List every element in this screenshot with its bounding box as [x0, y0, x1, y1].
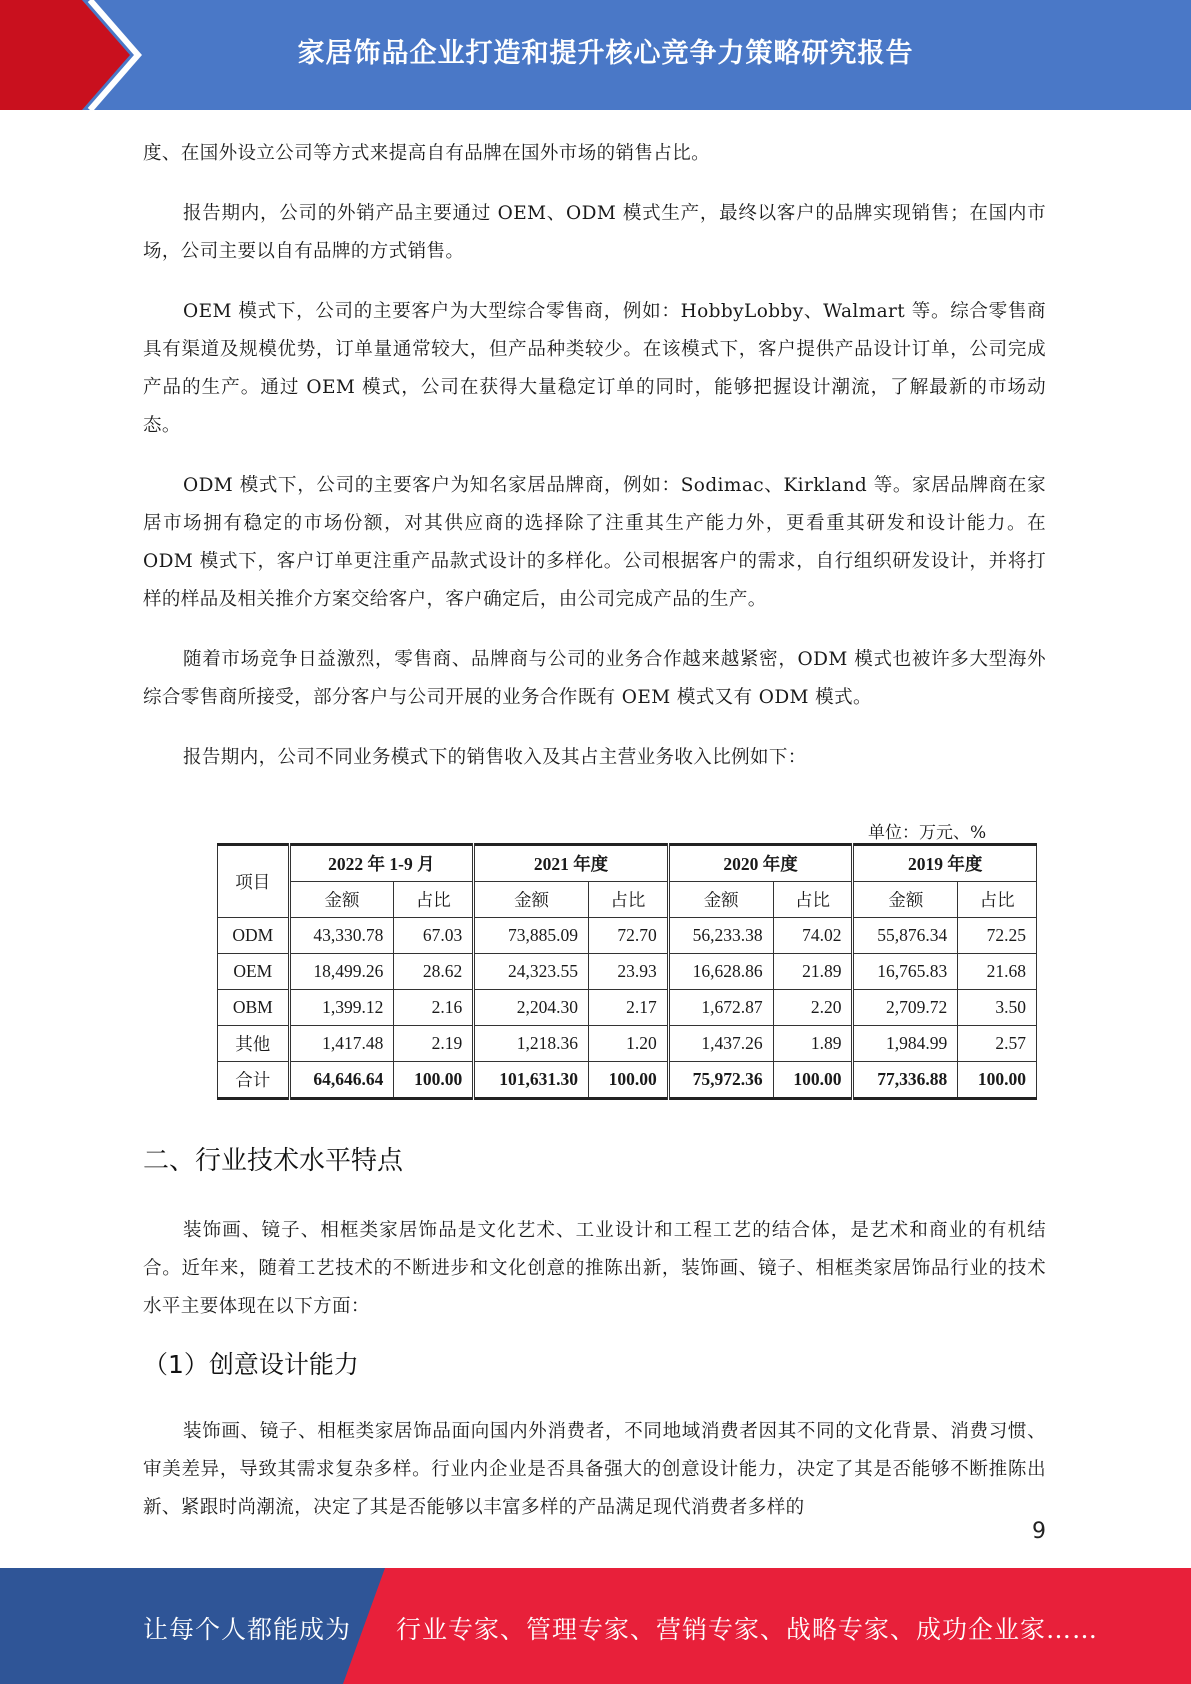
- amount-header: 金额: [289, 882, 394, 918]
- cell-amount: 73,885.09: [474, 918, 589, 954]
- cell-ratio: 72.25: [958, 918, 1037, 954]
- item-header: 项目: [218, 845, 290, 918]
- amount-header: 金额: [668, 882, 773, 918]
- body-text: [143, 135, 1046, 777]
- amount-header: 金额: [853, 882, 958, 918]
- cell-ratio: 2.57: [958, 1026, 1037, 1062]
- table-header-row: [218, 845, 1037, 882]
- period-header: 2021 年度: [474, 845, 669, 882]
- cell-ratio: 1.89: [773, 1026, 853, 1062]
- section-heading: 二、行业技术水平特点: [143, 1146, 404, 1176]
- subsection-body: [143, 1413, 1046, 1527]
- ratio-header: 占比: [394, 882, 474, 918]
- paragraph-1: 度、在国外设立公司等方式来提高自有品牌在国外市场的销售占比。: [143, 143, 711, 164]
- footer-banner: [0, 1568, 1191, 1684]
- cell-amount: 16,765.83: [853, 954, 958, 990]
- cell-ratio: 21.89: [773, 954, 853, 990]
- cell-ratio: 28.62: [394, 954, 474, 990]
- table-row: [218, 990, 1037, 1026]
- paragraph-4: ODM 模式下，公司的主要客户为知名家居品牌商，例如：Sodimac、Kirkland 等。家居品牌商在家居市场拥有稳定的市场份额，对其供应商的选择除了注重其生产能力外，更看重其研发和设计能力。在 ODM 模式下，客户订单更注重产品款式设计的多样化。公司根据客户的需求，自行组织研发设计，并将打样的样品及相关推介方案交给客户，客户确定后，由公司完成产品的生产。: [143, 475, 1046, 610]
- cell-ratio: 67.03: [394, 918, 474, 954]
- cell-ratio: 3.50: [958, 990, 1037, 1026]
- header-banner: [0, 0, 1191, 110]
- report-title: 家居饰品企业打造和提升核心竞争力策略研究报告: [297, 37, 914, 69]
- table-subheader-row: [218, 882, 1037, 918]
- table-total-row: [218, 1062, 1037, 1099]
- footer-slogan-left: 让每个人都能成为: [143, 1615, 352, 1644]
- section-body: [143, 1212, 1046, 1326]
- ratio-header: 占比: [588, 882, 668, 918]
- sales-by-model-table: [217, 843, 1037, 1100]
- subsection-paragraph: 装饰画、镜子、相框类家居饰品面向国内外消费者，不同地域消费者因其不同的文化背景、消费习惯、审美差异，导致其需求复杂多样。行业内企业是否具备强大的创意设计能力，决定了其是否能够不断推陈出新、紧跟时尚潮流，决定了其是否能够以丰富多样的产品满足现代消费者多样的: [143, 1421, 1046, 1518]
- cell-amount: 101,631.30: [474, 1062, 589, 1099]
- ratio-header: 占比: [773, 882, 853, 918]
- period-header: 2020 年度: [668, 845, 853, 882]
- row-label: OBM: [218, 990, 290, 1026]
- paragraph-2: 报告期内，公司的外销产品主要通过 OEM、ODM 模式生产，最终以客户的品牌实现销售；在国内市场，公司主要以自有品牌的方式销售。: [143, 203, 1046, 262]
- row-label: 其他: [218, 1026, 290, 1062]
- cell-amount: 1,437.26: [668, 1026, 773, 1062]
- cell-ratio: 2.16: [394, 990, 474, 1026]
- table-unit-note: 单位：万元、%: [868, 823, 987, 843]
- cell-ratio: 2.17: [588, 990, 668, 1026]
- cell-amount: 1,672.87: [668, 990, 773, 1026]
- cell-amount: 1,399.12: [289, 990, 394, 1026]
- cell-amount: 2,709.72: [853, 990, 958, 1026]
- table-row: [218, 954, 1037, 990]
- cell-ratio: 74.02: [773, 918, 853, 954]
- cell-ratio: 100.00: [958, 1062, 1037, 1099]
- amount-header: 金额: [474, 882, 589, 918]
- paragraph-5: 随着市场竞争日益激烈，零售商、品牌商与公司的业务合作越来越紧密，ODM 模式也被许多大型海外综合零售商所接受，部分客户与公司开展的业务合作既有 OEM 模式又有 ODM 模式。: [143, 649, 1046, 708]
- cell-ratio: 1.20: [588, 1026, 668, 1062]
- cell-amount: 77,336.88: [853, 1062, 958, 1099]
- footer-slogan-right: 行业专家、管理专家、营销专家、战略专家、成功企业家……: [396, 1615, 1099, 1644]
- cell-ratio: 100.00: [588, 1062, 668, 1099]
- cell-amount: 56,233.38: [668, 918, 773, 954]
- cell-amount: 64,646.64: [289, 1062, 394, 1099]
- period-header: 2022 年 1-9 月: [289, 845, 474, 882]
- cell-ratio: 100.00: [394, 1062, 474, 1099]
- cell-amount: 43,330.78: [289, 918, 394, 954]
- cell-ratio: 2.19: [394, 1026, 474, 1062]
- cell-amount: 1,218.36: [474, 1026, 589, 1062]
- cell-amount: 2,204.30: [474, 990, 589, 1026]
- cell-amount: 24,323.55: [474, 954, 589, 990]
- table-row: [218, 918, 1037, 954]
- cell-amount: 75,972.36: [668, 1062, 773, 1099]
- row-label: ODM: [218, 918, 290, 954]
- cell-ratio: 2.20: [773, 990, 853, 1026]
- cell-amount: 1,417.48: [289, 1026, 394, 1062]
- section-paragraph: 装饰画、镜子、相框类家居饰品是文化艺术、工业设计和工程工艺的结合体，是艺术和商业的有机结合。近年来，随着工艺技术的不断进步和文化创意的推陈出新，装饰画、镜子、相框类家居饰品行业的技术水平主要体现在以下方面：: [143, 1220, 1046, 1317]
- cell-ratio: 21.68: [958, 954, 1037, 990]
- cell-amount: 16,628.86: [668, 954, 773, 990]
- period-header: 2019 年度: [853, 845, 1037, 882]
- cell-amount: 55,876.34: [853, 918, 958, 954]
- subsection-heading: （1）创意设计能力: [143, 1350, 359, 1379]
- cell-amount: 18,499.26: [289, 954, 394, 990]
- paragraph-3: OEM 模式下，公司的主要客户为大型综合零售商，例如：HobbyLobby、Walmart 等。综合零售商具有渠道及规模优势，订单量通常较大，但产品种类较少。在该模式下，客户提供产品设计订单，公司完成产品的生产。通过 OEM 模式，公司在获得大量稳定订单的同时，能够把握设计潮流，了解最新的市场动态。: [143, 301, 1046, 436]
- ratio-header: 占比: [958, 882, 1037, 918]
- cell-ratio: 100.00: [773, 1062, 853, 1099]
- row-label: 合计: [218, 1062, 290, 1099]
- paragraph-6: 报告期内，公司不同业务模式下的销售收入及其占主营业务收入比例如下：: [183, 747, 807, 768]
- page-number: 9: [1032, 1519, 1046, 1544]
- table-row: [218, 1026, 1037, 1062]
- cell-ratio: 23.93: [588, 954, 668, 990]
- cell-ratio: 72.70: [588, 918, 668, 954]
- cell-amount: 1,984.99: [853, 1026, 958, 1062]
- row-label: OEM: [218, 954, 290, 990]
